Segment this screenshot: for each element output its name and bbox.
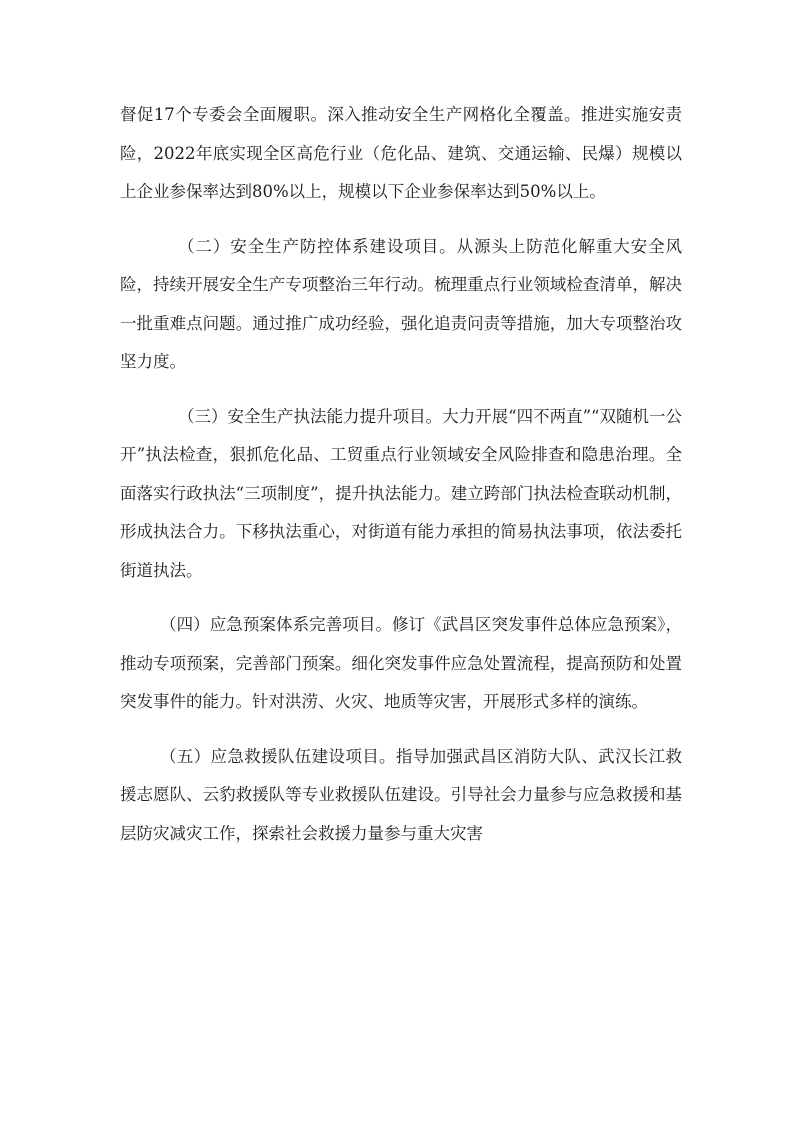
paragraph-section-4: （四）应急预案体系完善项目。修订《武昌区突发事件总体应急预案》，推动专项预案，完善部门预案。细化突发事件应急处置流程，提高预防和处置突发事件的能力。针对洪涝、火灾、地质等灾害，开展形式多样的演练。 <box>120 615 682 711</box>
document-body <box>120 96 682 853</box>
paragraph-section-5: （五）应急救援队伍建设项目。指导加强武昌区消防大队、武汉长江救援志愿队、云豹救援队等专业救援队伍建设。引导社会力量参与应急救援和基层防灾减灾工作，探索社会救援力量参与重大灾害 <box>120 746 682 843</box>
paragraph-continuation: 督促17个专委会全面履职。深入推动安全生产网格化全覆盖。推进实施安责险，2022年底实现全区高危行业（危化品、建筑、交通运输、民爆）规模以上企业参保率达到80%以上，规模以下企业参保率达到50%以上。 <box>120 105 682 201</box>
paragraph-section-3: （三）安全生产执法能力提升项目。大力开展“四不两直”“双随机一公开”执法检查，狠抓危化品、工贸重点行业领域安全风险排查和隐患治理。全面落实行政执法“三项制度”，提升执法能力。建立跨部门执法检查联动机制，形成执法合力。下移执法重心，对街道有能力承担的简易执法事项，依法委托街道执法。 <box>120 406 682 580</box>
paragraph-section-2: （二）安全生产防控体系建设项目。从源头上防范化解重大安全风险，持续开展安全生产专项整治三年行动。梳理重点行业领域检查清单，解决一批重难点问题。通过推广成功经验，强化追责问责等措施，加大专项整治攻坚力度。 <box>120 236 682 371</box>
